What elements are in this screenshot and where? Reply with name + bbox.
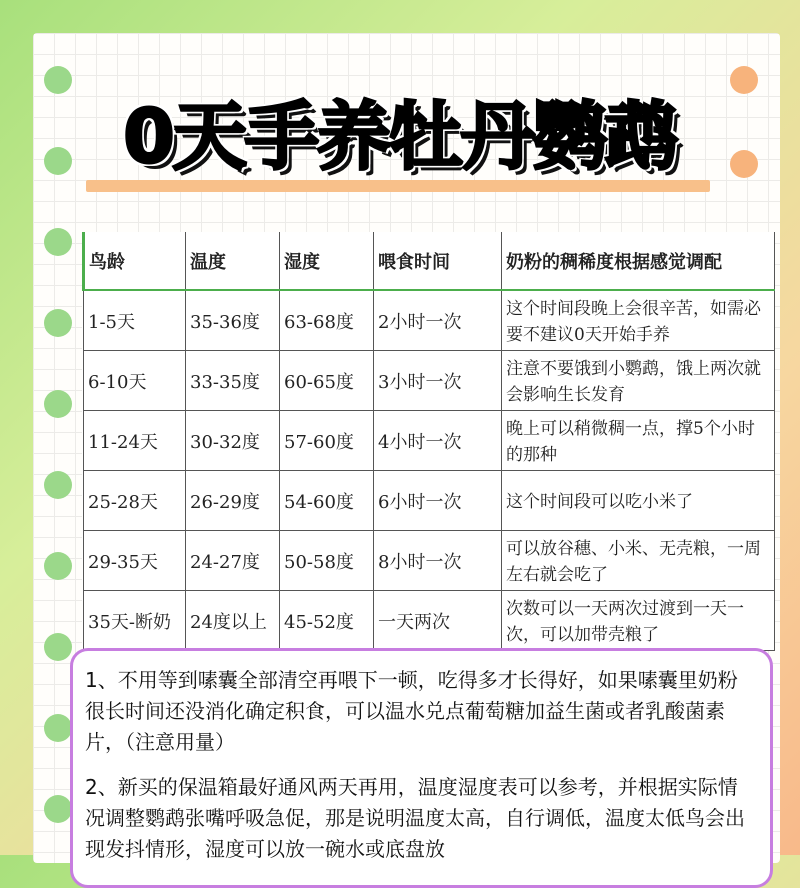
cell-note: 这个时间段晚上会很辛苦，如需必要不建议0天开始手养 [502, 290, 775, 351]
table-row [84, 471, 775, 531]
header-temperature: 温度 [186, 232, 280, 290]
cell-temperature: 24度以上 [186, 591, 280, 651]
decor-dot [730, 150, 758, 178]
table-row [84, 411, 775, 471]
tip-paragraph: 1、不用等到嗉囊全部清空再喂下一顿，吃得多才长得好，如果嗉囊里奶粉很长时间还没消化确定积食，可以温水兑点葡萄糖加益生菌或者乳酸菌素片，（注意用量） [85, 668, 738, 754]
cell-humidity: 54-60度 [280, 471, 374, 531]
cell-temperature: 33-35度 [186, 351, 280, 411]
decor-dot [44, 714, 72, 742]
cell-feeding-time: 一天两次 [374, 591, 502, 651]
decor-dot [44, 795, 72, 823]
decor-dot [44, 390, 72, 418]
tip-paragraph: 2、新买的保温箱最好通风两天再用，温度湿度表可以参考，并根据实际情况调整鹦鹉张嘴呼吸急促，那是说明温度太高，自行调低，温度太低鸟会出现发抖情形，湿度可以放一碗水或底盘放 [85, 775, 745, 861]
cell-temperature: 35-36度 [186, 290, 280, 351]
cell-humidity: 57-60度 [280, 411, 374, 471]
cell-feeding-time: 3小时一次 [374, 351, 502, 411]
header-notes: 奶粉的稠稀度根据感觉调配 [502, 232, 775, 290]
page-title: 0天手养牡丹鹦鹉 [123, 94, 677, 180]
decor-dot [44, 552, 72, 580]
decor-dot [44, 309, 72, 337]
cell-age: 11-24天 [84, 411, 186, 471]
cell-temperature: 30-32度 [186, 411, 280, 471]
cell-note: 可以放谷穗、小米、无壳粮，一周左右就会吃了 [502, 531, 775, 591]
cell-age: 6-10天 [84, 351, 186, 411]
decor-dot [730, 66, 758, 94]
decor-dot [44, 228, 72, 256]
cell-feeding-time: 2小时一次 [374, 290, 502, 351]
decor-dot [44, 633, 72, 661]
table-row [84, 531, 775, 591]
table-header-row [84, 232, 775, 290]
cell-note: 这个时间段可以吃小米了 [502, 471, 775, 531]
cell-temperature: 24-27度 [186, 531, 280, 591]
title-underline [86, 180, 710, 192]
cell-note: 注意不要饿到小鹦鹉，饿上两次就会影响生长发育 [502, 351, 775, 411]
cell-feeding-time: 6小时一次 [374, 471, 502, 531]
header-age: 鸟龄 [84, 232, 186, 290]
title-block [80, 90, 720, 200]
decor-dot [44, 147, 72, 175]
cell-humidity: 60-65度 [280, 351, 374, 411]
table-row [84, 591, 775, 651]
header-humidity: 湿度 [280, 232, 374, 290]
cell-feeding-time: 4小时一次 [374, 411, 502, 471]
table-row [84, 351, 775, 411]
decor-dot [44, 471, 72, 499]
cell-temperature: 26-29度 [186, 471, 280, 531]
cell-age: 29-35天 [84, 531, 186, 591]
table-row [84, 290, 775, 351]
cell-humidity: 50-58度 [280, 531, 374, 591]
header-feeding-time: 喂食时间 [374, 232, 502, 290]
tips-box [70, 648, 773, 888]
cell-age: 35天-断奶 [84, 591, 186, 651]
cell-age: 25-28天 [84, 471, 186, 531]
cell-feeding-time: 8小时一次 [374, 531, 502, 591]
cell-note: 次数可以一天两次过渡到一天一次，可以加带壳粮了 [502, 591, 775, 651]
cell-humidity: 45-52度 [280, 591, 374, 651]
cell-note: 晚上可以稍微稠一点，撑5个小时的那种 [502, 411, 775, 471]
decor-dot [44, 66, 72, 94]
cell-age: 1-5天 [84, 290, 186, 351]
care-table [82, 232, 775, 651]
cell-humidity: 63-68度 [280, 290, 374, 351]
